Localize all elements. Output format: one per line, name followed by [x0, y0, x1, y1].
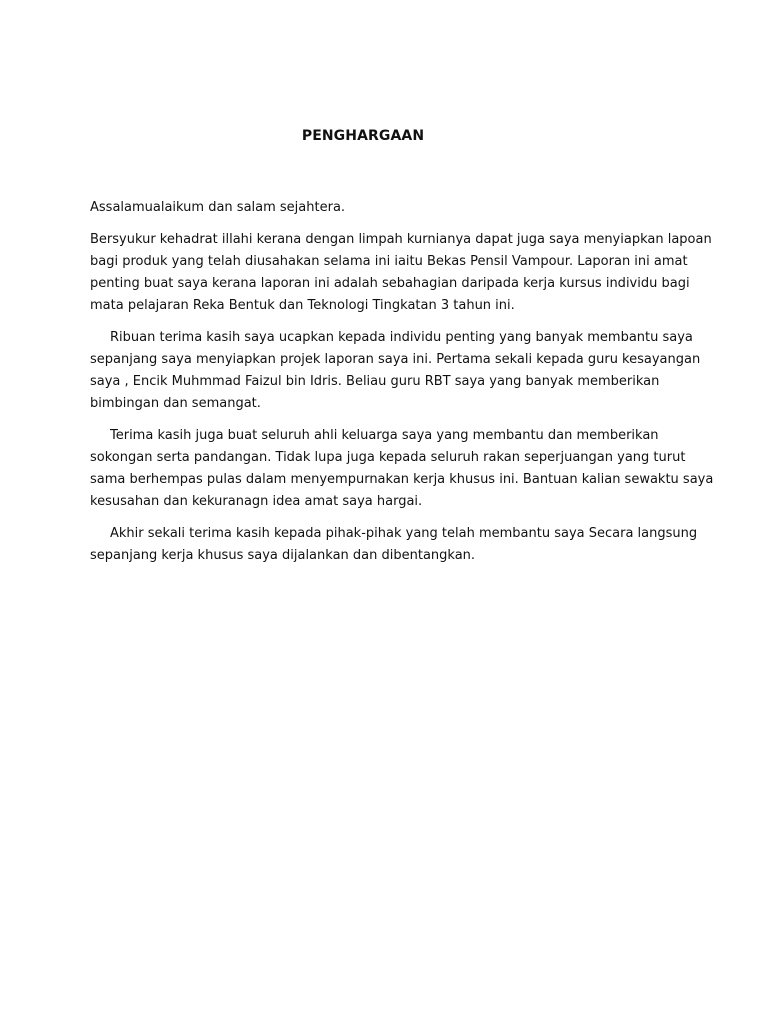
paragraph-line: sepanjang saya menyiapkan projek laporan saya ini. Pertama sekali kepada guru kesayangan: [90, 352, 701, 367]
greeting-paragraph: [90, 197, 672, 219]
document-title: PENGHARGAAN: [301, 128, 425, 144]
paragraph-1: [90, 229, 712, 317]
paragraph-line: bagi produk yang telah diusahakan selama ini iaitu Bekas Pensil Vampour. Laporan ini amat: [90, 254, 688, 269]
paragraph-line: Terima kasih juga buat seluruh ahli keluarga saya yang membantu dan memberikan: [110, 428, 659, 443]
document-body: [90, 197, 714, 577]
paragraph-line: Bersyukur kehadrat illahi kerana dengan limpah kurnianya dapat juga saya menyiapkan lapoan: [90, 232, 712, 247]
paragraph-line: penting buat saya kerana laporan ini adalah sebahagian daripada kerja kursus individu bagi: [90, 276, 690, 291]
paragraph-3: [90, 425, 714, 513]
paragraph-line: kesusahan dan kekuranagn idea amat saya hargai.: [90, 494, 423, 509]
paragraph-line: sokongan serta pandangan. Tidak lupa juga kepada seluruh rakan seperjuangan yang turut: [90, 450, 686, 465]
paragraph-line: saya , Encik Muhmmad Faizul bin Idris. Beliau guru RBT saya yang banyak memberikan: [90, 374, 660, 389]
paragraph-line: Akhir sekali terima kasih kepada pihak-pihak yang telah membantu saya Secara langsung: [110, 526, 698, 541]
paragraph-line: mata pelajaran Reka Bentuk dan Teknologi Tingkatan 3 tahun ini.: [90, 298, 515, 313]
paragraph-line: Ribuan terima kasih saya ucapkan kepada individu penting yang banyak membantu saya: [110, 330, 693, 345]
paragraph-line: sama berhempas pulas dalam menyempurnakan kerja khusus ini. Bantuan kalian sewaktu saya: [90, 472, 714, 487]
paragraph-2: [90, 327, 701, 415]
paragraph-line: Assalamualaikum dan salam sejahtera.: [90, 200, 346, 215]
paragraph-line: sepanjang kerja khusus saya dijalankan dan dibentangkan.: [90, 548, 476, 563]
paragraph-4: [90, 523, 698, 567]
paragraph-line: bimbingan dan semangat.: [90, 396, 261, 411]
